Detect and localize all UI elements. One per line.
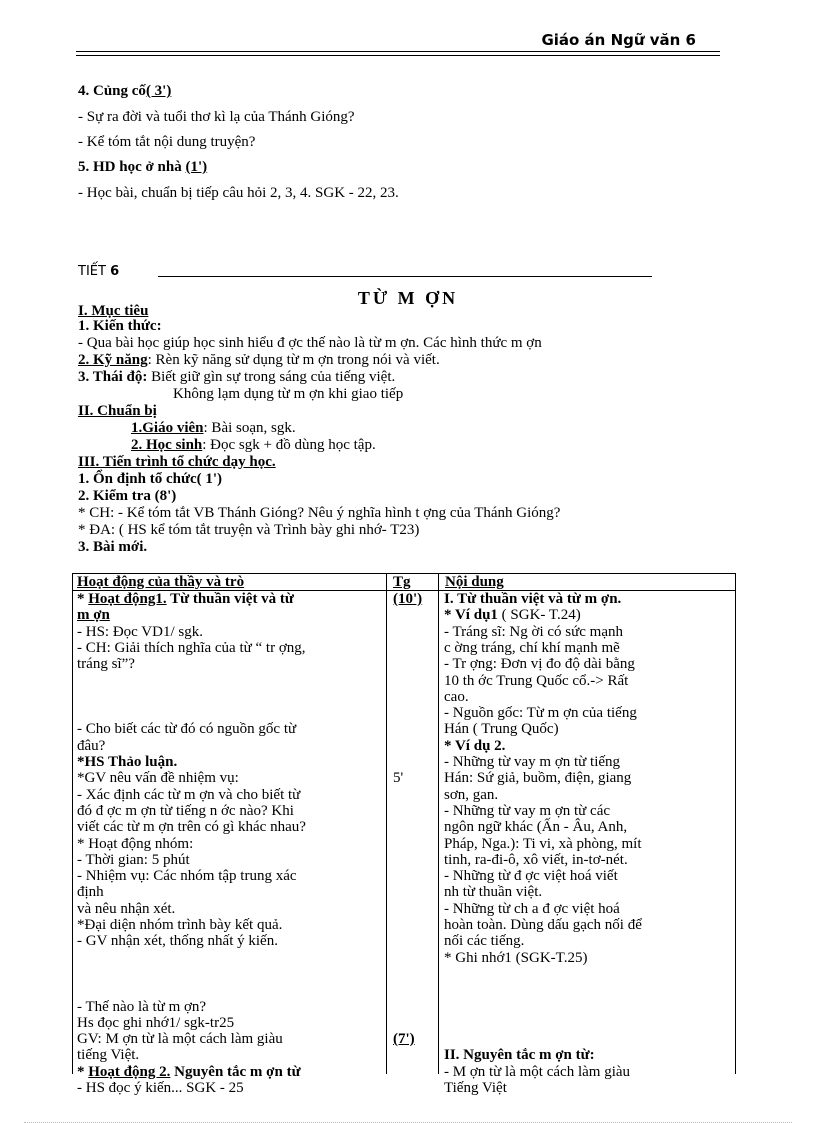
content-row — [444, 918, 642, 932]
table-row — [77, 918, 282, 932]
cell-text: c ờng tráng, chí khí mạnh mẽ — [444, 639, 620, 656]
table-header-content: Nội dung — [445, 574, 504, 590]
content-row — [444, 722, 559, 736]
thai-do: 3. Thái độ: Biết giữ gìn sự trong sáng của tiếng việt. — [78, 369, 396, 385]
cell-text: - Cho biết các từ đó có nguồn gốc từ — [77, 721, 297, 738]
cell-text: * Ví dụ1 — [444, 607, 498, 624]
cell-text: Pháp, Nga.): Ti vi, xà phòng, mít — [444, 835, 642, 852]
cell-text: - GV nhận xét, thống nhất ý kiến. — [77, 933, 278, 950]
content-row — [444, 1048, 595, 1062]
content-row — [444, 592, 621, 606]
lesson-table — [72, 573, 736, 1096]
cell-text: - Những từ đ ợc việt hoá viết — [444, 868, 618, 885]
cell-text: 10 th ớc Trung Quốc cổ.-> Rất — [444, 672, 629, 689]
homework-text: - Học bài, chuẩn bị tiếp câu hỏi 2, 3, 4. SGK - 22, 23. — [78, 185, 399, 201]
review-question-2: - Kể tóm tắt nội dung truyện? — [78, 134, 256, 150]
cell-text: viết các từ m ợn trên có gì khác nhau? — [77, 819, 306, 836]
cell-text: - Thế nào là từ m ợn? — [77, 998, 207, 1015]
cell-text: I. Từ thuần việt và từ m ợn. — [444, 591, 622, 607]
table-row — [77, 1016, 234, 1030]
table-row — [77, 1065, 301, 1079]
table-row — [77, 722, 296, 736]
muc-tieu-heading: I. Mục tiêu — [78, 303, 149, 319]
kiem-tra: 2. Kiểm tra (8') — [78, 488, 177, 504]
table-row — [77, 934, 278, 948]
table-row — [77, 853, 190, 867]
time-column — [386, 574, 438, 1074]
table-row — [77, 641, 306, 655]
cell-text: và nêu nhận xét. — [77, 900, 176, 917]
cell-text: định — [77, 884, 104, 901]
cell-text: * Ghi nhớ1 (SGK-T.25) — [444, 949, 588, 966]
content-row — [444, 690, 469, 704]
cell-text: Hán: Sứ giả, buồm, điện, giang — [444, 770, 632, 787]
cell-rest: Từ thuần việt và từ — [166, 591, 294, 607]
table-row — [77, 657, 135, 671]
table-row — [77, 771, 239, 785]
cell-text: - Nhiệm vụ: Các nhóm tập trung xác — [77, 868, 297, 885]
cell-text: ngôn ngữ khác (Ấn - Âu, Anh, — [444, 819, 628, 836]
time-cell — [393, 1032, 415, 1046]
ky-nang: 2. Kỹ năng: Rèn kỹ năng sử dụng từ m ợn trong nói và viết. — [78, 352, 440, 368]
cell-text: - HS đọc ý kiến... SGK - 25 — [77, 1080, 244, 1096]
content-row — [444, 934, 524, 948]
content-row — [444, 1065, 630, 1079]
content-row — [444, 820, 627, 834]
content-row — [444, 902, 620, 916]
cell-text: *GV nêu vấn đề nhiệm vụ: — [77, 770, 239, 787]
cell-text: m ợn — [77, 607, 110, 624]
cell-text: * Hoạt động nhóm: — [77, 835, 194, 852]
giao-vien: 1.Giáo viên: Bài soạn, sgk. — [131, 420, 296, 436]
cell-text: nh từ thuần việt. — [444, 884, 543, 901]
content-row — [444, 771, 631, 785]
document-header: Giáo án Ngữ văn 6 — [541, 31, 696, 49]
content-row — [444, 641, 620, 655]
lesson-rule — [158, 276, 652, 277]
bai-moi: 3. Bài mới. — [78, 539, 148, 555]
cell-text: nối các tiếng. — [444, 933, 525, 950]
content-row — [444, 739, 505, 753]
cell-text: *Đại diện nhóm trình bày kết quả. — [77, 917, 283, 933]
cell-rest: Nguyên tắc m ợn từ — [170, 1063, 301, 1080]
cell-text: tráng sĩ”? — [77, 656, 135, 673]
content-row — [444, 788, 498, 802]
cell-text: - Những từ ch a đ ợc việt hoá — [444, 900, 620, 917]
cell-text: - M ợn từ là một cách làm giàu — [444, 1063, 631, 1080]
table-row — [77, 1032, 283, 1046]
cell-text: sơn, gan. — [444, 786, 499, 803]
content-row — [444, 706, 637, 720]
table-header-activity: Hoạt động của thầy và trò — [77, 574, 245, 590]
content-row — [444, 1081, 507, 1095]
table-row — [77, 625, 203, 639]
cell-text: II. Nguyên tắc m ợn từ: — [444, 1047, 595, 1064]
cell-text: hoàn toàn. Dùng dấu gạch nối để — [444, 917, 642, 933]
cell-text: - Những từ vay m ợn từ tiếng — [444, 754, 621, 770]
cell-text: *HS Thảo luận. — [77, 754, 178, 770]
cell-text: - Nguồn gốc: Từ m ợn của tiếng — [444, 705, 637, 722]
table-row — [77, 608, 110, 622]
content-row — [444, 608, 581, 622]
table-row — [77, 869, 297, 883]
cell-text: cao. — [444, 688, 469, 705]
cell-text: (10') — [393, 591, 423, 607]
cell-text: Hán ( Trung Quốc) — [444, 721, 559, 738]
content-row — [444, 885, 542, 899]
table-row — [77, 1081, 244, 1095]
time-cell — [393, 771, 403, 785]
content-row — [444, 869, 618, 883]
content-row — [444, 804, 610, 818]
table-row — [77, 755, 177, 769]
table-row — [77, 885, 104, 899]
cell-underlined: Hoạt động1. — [88, 591, 167, 607]
content-row — [444, 853, 628, 867]
kien-thuc-heading: 1. Kiến thức: — [78, 318, 162, 334]
content-row — [444, 657, 635, 671]
lesson-title: TỪ M ỢN — [357, 288, 459, 308]
cell-text: Tiếng Việt — [444, 1080, 507, 1096]
tien-trinh-heading: III. Tiến trình tổ chức dạy học. — [78, 454, 276, 470]
cell-text: * — [77, 591, 89, 607]
cell-text: đó đ ợc m ợn từ tiếng n ớc nào? Khi — [77, 802, 294, 819]
table-row — [77, 1000, 206, 1014]
cell-text: tinh, ra-đi-ô, xô viết, in-tơ-nét. — [444, 851, 628, 868]
cell-text: 5' — [393, 770, 404, 787]
thai-do-text-2: Không lạm dụng từ m ợn khi giao tiếp — [173, 386, 404, 402]
lesson-number: TIẾT 6 — [78, 264, 120, 279]
table-row — [77, 1048, 139, 1062]
review-question-1: - Sự ra đời và tuổi thơ kì lạ của Thánh Gióng? — [78, 109, 355, 125]
cell-text: đâu? — [77, 737, 106, 754]
cell-rest: ( SGK- T.24) — [497, 607, 581, 624]
cell-text: tiếng Việt. — [77, 1047, 140, 1064]
kiem-tra-question: * CH: - Kể tóm tắt VB Thánh Gióng? Nêu ý nghĩa hình t ợng của Thánh Gióng? — [78, 505, 561, 521]
content-row — [444, 755, 620, 769]
kiem-tra-answer: * ĐA: ( HS kể tóm tắt truyện và Trình bày ghi nhớ- T23) — [78, 522, 420, 538]
table-row — [77, 788, 300, 802]
content-row — [444, 674, 628, 688]
cung-co-heading: 4. Củng cố( 3') — [78, 83, 172, 99]
homework-heading: 5. HD học ở nhà (1') — [78, 159, 208, 175]
table-row — [77, 902, 175, 916]
header-rule-thin — [76, 55, 720, 56]
cell-text: - CH: Giải thích nghĩa của từ “ tr ợng, — [77, 639, 306, 656]
cell-text: * — [77, 1063, 89, 1080]
table-header-time: Tg — [393, 574, 411, 590]
cell-text: - Tráng sĩ: Ng ời có sức mạnh — [444, 623, 623, 640]
cell-text: (7') — [393, 1031, 415, 1048]
time-cell — [393, 592, 422, 606]
cell-text: * Ví dụ 2. — [444, 737, 506, 754]
table-row — [77, 820, 306, 834]
cell-text: - Thời gian: 5 phút — [77, 851, 190, 868]
on-dinh: 1. Ổn định tổ chức( 1') — [78, 471, 223, 487]
cell-underlined: Hoạt động 2. — [88, 1063, 171, 1080]
cell-text: Hs đọc ghi nhớ1/ sgk-tr25 — [77, 1014, 235, 1031]
content-row — [444, 951, 587, 965]
cell-text: - HS: Đọc VD1/ sgk. — [77, 623, 203, 640]
kien-thuc-text: - Qua bài học giúp học sinh hiểu đ ợc thế nào là từ m ợn. Các hình thức m ợn — [78, 335, 542, 351]
cell-text: - Tr ợng: Đơn vị đo độ dài bằng — [444, 656, 635, 673]
header-rule — [76, 51, 720, 52]
cell-text: - Những từ vay m ợn từ các — [444, 802, 611, 819]
content-row — [444, 625, 623, 639]
cell-text: - Xác định các từ m ợn và cho biết từ — [77, 786, 301, 803]
table-row — [77, 804, 294, 818]
content-row — [444, 837, 642, 851]
cell-text: GV: M ợn từ là một cách làm giàu — [77, 1031, 283, 1048]
hoc-sinh: 2. Học sinh: Đọc sgk + đồ dùng học tập. — [131, 437, 376, 453]
chuan-bi-heading: II. Chuẩn bị — [78, 403, 157, 419]
table-row — [77, 592, 294, 606]
table-row — [77, 739, 105, 753]
table-row — [77, 837, 193, 851]
